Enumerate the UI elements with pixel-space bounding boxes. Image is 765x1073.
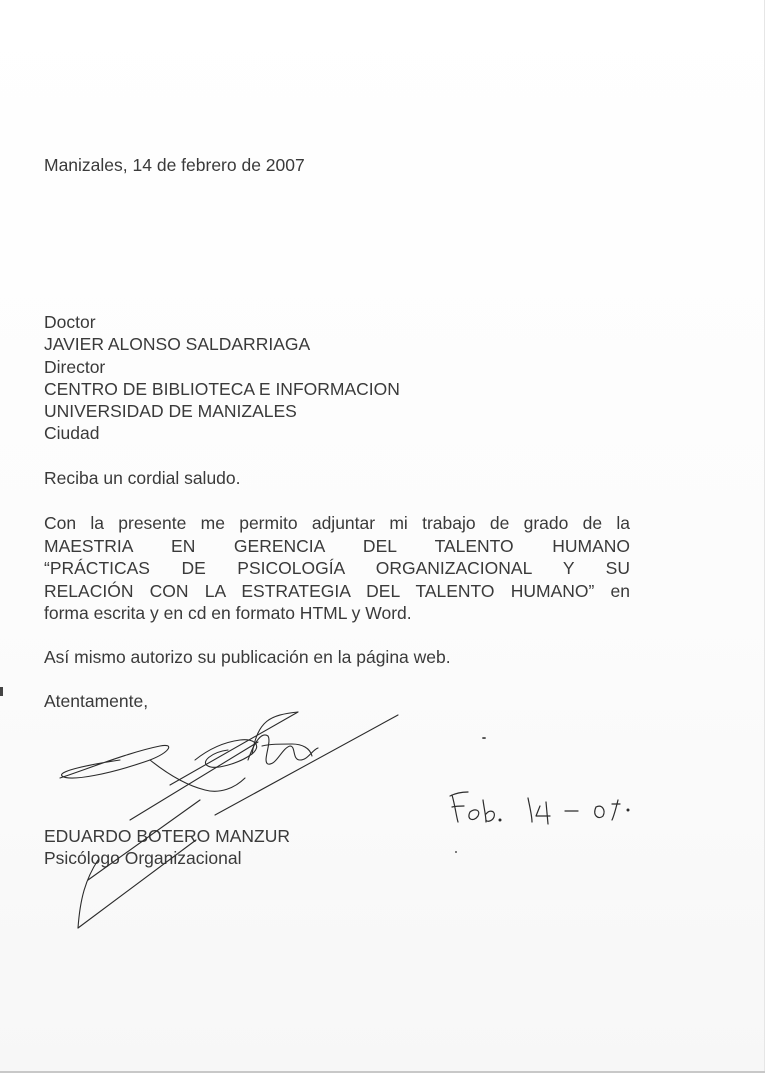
scan-speck — [482, 737, 486, 739]
body-line: RELACIÓN CON LA ESTRATEGIA DEL TALENTO HUMANO” en — [44, 580, 630, 601]
recipient-institution: UNIVERSIDAD DE MANIZALES — [44, 401, 297, 422]
handwritten-date-mark — [450, 792, 629, 824]
authorization-statement: Así mismo autorizo su publicación en la página web. — [44, 647, 451, 667]
scan-edge-mark — [0, 687, 3, 696]
recipient-position: Director — [44, 356, 106, 377]
closing: Atentamente, — [44, 691, 149, 711]
body-line: Con la presente me permito adjuntar mi trabajo de grado de la — [44, 513, 630, 533]
place-date: Manizales, 14 de febrero de 2007 — [44, 155, 305, 175]
recipient-department: CENTRO DE BIBLIOTECA E INFORMACION — [44, 378, 400, 399]
scan-speck — [455, 851, 457, 853]
recipient-block — [44, 311, 400, 445]
body-line: “PRÁCTICAS DE PSICOLOGÍA ORGANIZACIONAL Y SU — [44, 558, 630, 578]
greeting: Reciba un cordial saludo. — [44, 468, 241, 488]
signer-title: Psicólogo Organizacional — [44, 848, 242, 868]
body-line: MAESTRIA EN GERENCIA DEL TALENTO HUMANO — [44, 535, 630, 556]
body-paragraph — [44, 512, 630, 625]
body-line: forma escrita y en cd en formato HTML y Word. — [44, 603, 412, 623]
recipient-honorific: Doctor — [44, 312, 96, 332]
signer-name: EDUARDO BOTERO MANZUR — [44, 826, 290, 846]
recipient-city: Ciudad — [44, 423, 100, 444]
signature-scribble — [60, 712, 398, 928]
recipient-name: JAVIER ALONSO SALDARRIAGA — [44, 334, 311, 355]
